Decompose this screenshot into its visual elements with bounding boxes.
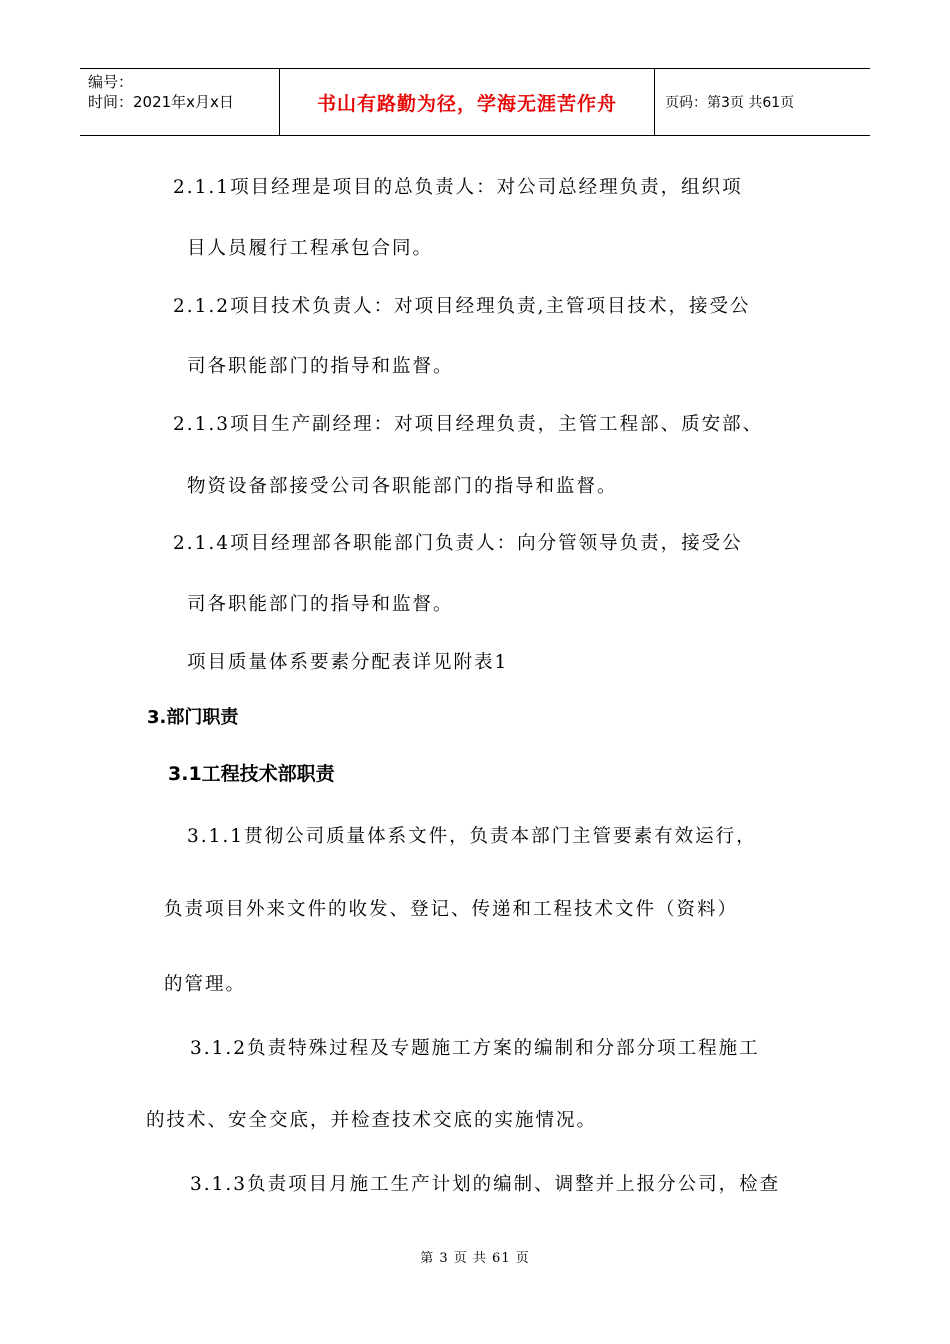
paragraph-line: 目人员履行工程承包合同。: [187, 238, 434, 259]
paragraph-line: 的技术、安全交底，并检查技术交底的实施情况。: [146, 1110, 598, 1131]
paragraph-line: 的管理。: [164, 974, 247, 995]
header-motto: 书山有路勤为径，学海无涯苦作舟: [316, 92, 617, 115]
subsection-heading: 3.1工程技术部职责: [168, 763, 335, 785]
document-time-label: 时间：2021年x月x日: [88, 93, 234, 111]
paragraph-line: 3.1.2负责特殊过程及专题施工方案的编制和分部分项工程施工: [190, 1038, 760, 1059]
paragraph-line: 负责项目外来文件的收发、登记、传递和工程技术文件（资料）: [164, 899, 739, 920]
section-heading: 3.部门职责: [147, 707, 239, 728]
paragraph-line: 司各职能部门的指导和监督。: [187, 594, 454, 615]
paragraph-line: 2.1.3项目生产副经理：对项目经理负责，主管工程部、质安部、: [173, 414, 764, 435]
paragraph-line: 3.1.3负责项目月施工生产计划的编制、调整并上报分公司，检查: [190, 1174, 781, 1195]
paragraph-line: 2.1.2项目技术负责人：对项目经理负责,主管项目技术，接受公: [173, 296, 751, 317]
paragraph-line: 物资设备部接受公司各职能部门的指导和监督。: [187, 476, 618, 497]
page-header: [80, 68, 870, 136]
page-footer: 第 3 页 共 61 页: [420, 1251, 530, 1266]
header-page-label: 页码：第3页 共61页: [665, 95, 795, 111]
header-info-cell: [80, 69, 280, 135]
paragraph-line: 2.1.1项目经理是项目的总负责人：对公司总经理负责，组织项: [173, 177, 743, 198]
header-motto-cell: [280, 69, 655, 135]
paragraph-line: 2.1.4项目经理部各职能部门负责人：向分管领导负责，接受公: [173, 533, 743, 554]
header-page-cell: [655, 69, 870, 135]
paragraph-line: 3.1.1贯彻公司质量体系文件，负责本部门主管要素有效运行，: [187, 826, 757, 847]
paragraph-line: 项目质量体系要素分配表详见附表1: [187, 652, 509, 673]
document-number-label: 编号：: [88, 73, 134, 91]
paragraph-line: 司各职能部门的指导和监督。: [187, 356, 454, 377]
